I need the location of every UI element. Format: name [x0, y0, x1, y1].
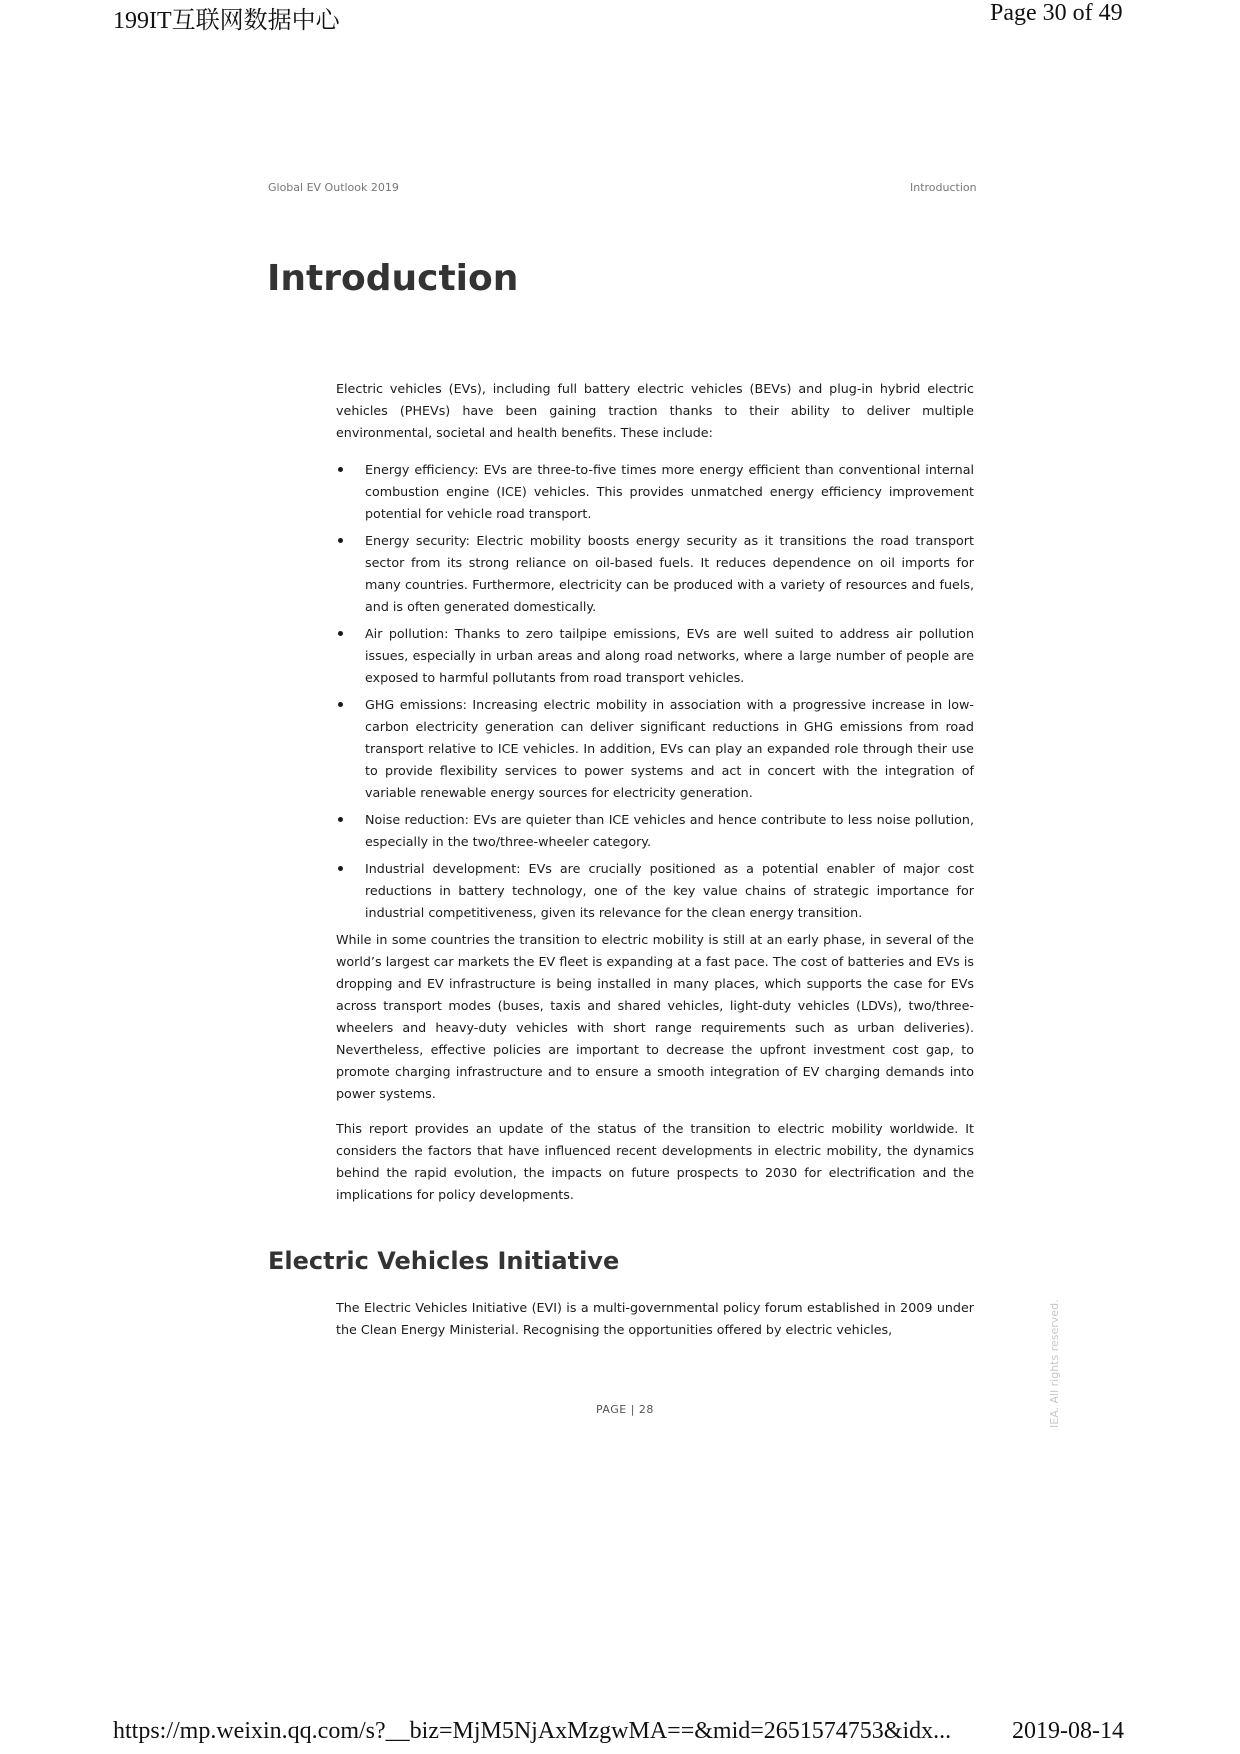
page-number: PAGE | 28 — [596, 1403, 654, 1416]
bullet-icon — [338, 702, 343, 707]
benefit-item-industrial-development — [336, 858, 974, 924]
benefit-text: Energy security: Electric mobility boosts energy security as it transitions the road transport sector from its strong reliance on oil-based fuels. It reduces dependence on oil imports for many countries. Furthermore, electricity can be produced with a variety of resources and fuels, and is often generated domestically. — [365, 533, 974, 614]
running-head-section-name: Introduction — [910, 181, 977, 194]
benefit-item-energy-efficiency — [336, 459, 974, 525]
benefit-text: Industrial development: EVs are crucially positioned as a potential enabler of major cost reductions in battery technology, one of the key value chains of strategic importance for industrial competitiveness, given its relevance for the clean energy transition. — [365, 861, 974, 920]
running-head-report-name: Global EV Outlook 2019 — [268, 181, 399, 194]
bullet-icon — [338, 817, 343, 822]
browser-footer-url: https://mp.weixin.qq.com/s?__biz=MjM5NjAxMzgwMA==&mid=2651574753&idx... — [113, 1718, 952, 1744]
evi-paragraph: The Electric Vehicles Initiative (EVI) is a multi-governmental policy forum established in 2009 under the Clean Energy Ministerial. Recognising the opportunities offered by electric vehicles, — [336, 1300, 974, 1337]
intro-paragraph: Electric vehicles (EVs), including full battery electric vehicles (BEVs) and plug-in hybrid electric vehicles (PHEVs) have been gaining traction thanks to their ability to deliver multiple environmental, societal and health benefits. These include: — [336, 381, 974, 440]
bullet-icon — [338, 467, 343, 472]
benefit-text: Energy efficiency: EVs are three-to-five times more energy efficient than conventional internal combustion engine (ICE) vehicles. This provides unmatched energy efficiency improvement potential for vehicle road transport. — [365, 462, 974, 521]
browser-header-title: 199IT互联网数据中心 — [113, 8, 340, 34]
benefit-item-ghg-emissions — [336, 694, 974, 804]
page-title: Introduction — [267, 258, 519, 299]
benefit-item-air-pollution — [336, 623, 974, 689]
browser-page-counter: Page 30 of 49 — [990, 0, 1123, 26]
section-heading-evi: Electric Vehicles Initiative — [268, 1247, 620, 1275]
bullet-icon — [338, 631, 343, 636]
benefit-text: GHG emissions: Increasing electric mobility in association with a progressive increase in low-carbon electricity generation can deliver significant reductions in GHG emissions from road transport relative to ICE vehicles. In addition, EVs can play an expanded role through their use to provide flexibility services to power systems and act in concert with the integration of variable renewable energy sources for electricity generation. — [365, 697, 974, 800]
benefit-item-noise-reduction — [336, 809, 974, 853]
copyright-watermark: IEA. All rights reserved. — [1048, 1299, 1061, 1428]
transition-paragraph: While in some countries the transition to electric mobility is still at an early phase, in several of the world’s largest car markets the EV fleet is expanding at a fast pace. The cost of batteries and EVs is dropping and EV infrastructure is being installed in many places, which supports the case for EVs across transport modes (buses, taxis and shared vehicles, light-duty vehicles (LDVs), two/three-wheelers and heavy-duty vehicles with short range requirements such as urban deliveries). Nevertheless, effective policies are important to decrease the upfront investment cost gap, to promote charging infrastructure and to ensure a smooth integration of EV charging demands into power systems. — [336, 932, 974, 1101]
browser-footer-date: 2019-08-14 — [1012, 1718, 1124, 1744]
bullet-icon — [338, 538, 343, 543]
benefit-item-energy-security — [336, 530, 974, 618]
benefit-text: Noise reduction: EVs are quieter than ICE vehicles and hence contribute to less noise pollution, especially in the two/three-wheeler category. — [365, 812, 974, 849]
benefits-list — [336, 459, 974, 929]
benefit-text: Air pollution: Thanks to zero tailpipe emissions, EVs are well suited to address air pollution issues, especially in urban areas and along road networks, where a large number of people are exposed to harmful pollutants from road transport vehicles. — [365, 626, 974, 685]
report-paragraph: This report provides an update of the status of the transition to electric mobility worldwide. It considers the factors that have influenced recent developments in electric mobility, the dynamics behind the rapid evolution, the impacts on future prospects to 2030 for electrification and the implications for policy developments. — [336, 1121, 974, 1202]
bullet-icon — [338, 866, 343, 871]
